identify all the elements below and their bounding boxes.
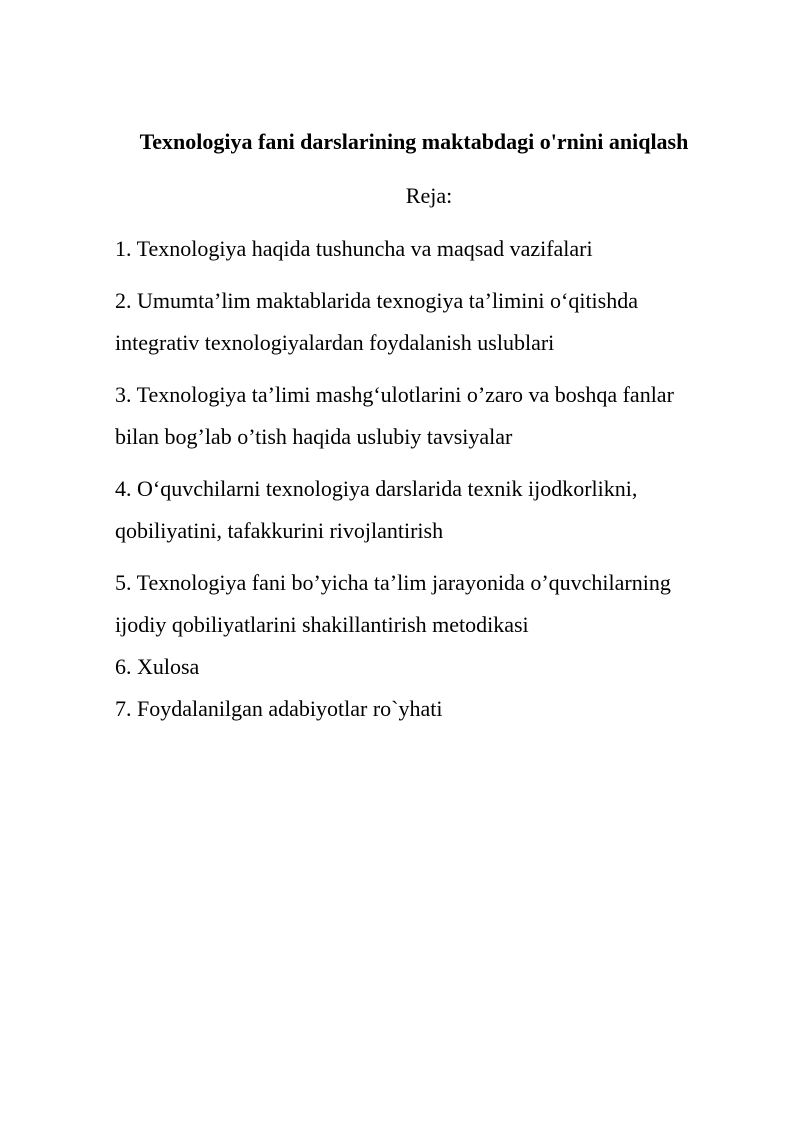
plan-item-line: 3. Texnologiya ta’limi mashg‘ulotlarini o’zaro va boshqa fanlar [115, 382, 674, 407]
plan-item-line: 7. Foydalanilgan adabiyotlar ro`yhati [115, 696, 443, 721]
plan-item-7 [115, 688, 745, 730]
plan-item-line: bilan bog’lab o’tish haqida uslubiy tavsiyalar [115, 424, 513, 449]
plan-item-line: 6. Xulosa [115, 654, 200, 679]
plan-item-line: 5. Texnologiya fani bo’yicha ta’lim jarayonida o’quvchilarning [115, 570, 671, 595]
plan-item-5 [115, 562, 745, 646]
plan-item-1 [115, 228, 745, 270]
plan-item-line: ijodiy qobiliyatlarini shakillantirish metodikasi [115, 612, 529, 637]
plan-item-2 [115, 280, 745, 364]
plan-item-line: 1. Texnologiya haqida tushuncha va maqsad vazifalari [115, 236, 593, 261]
plan-item-4 [115, 468, 745, 552]
plan-item-6 [115, 646, 745, 688]
plan-item-line: 2. Umumta’lim maktablarida texnogiya ta’limini o‘qitishda [115, 288, 638, 313]
plan-item-line: integrativ texnologiyalardan foydalanish uslublari [115, 330, 555, 355]
plan-heading: Reja: [405, 183, 453, 208]
plan-item-line: 4. O‘quvchilarni texnologiya darslarida texnik ijodkorlikni, [115, 476, 638, 501]
document-title: Texnologiya fani darslarining maktabdagi o'rnini aniqlash [139, 129, 689, 154]
plan-item-3 [115, 374, 745, 458]
plan-item-line: qobiliyatini, tafakkurini rivojlantirish [115, 518, 444, 543]
